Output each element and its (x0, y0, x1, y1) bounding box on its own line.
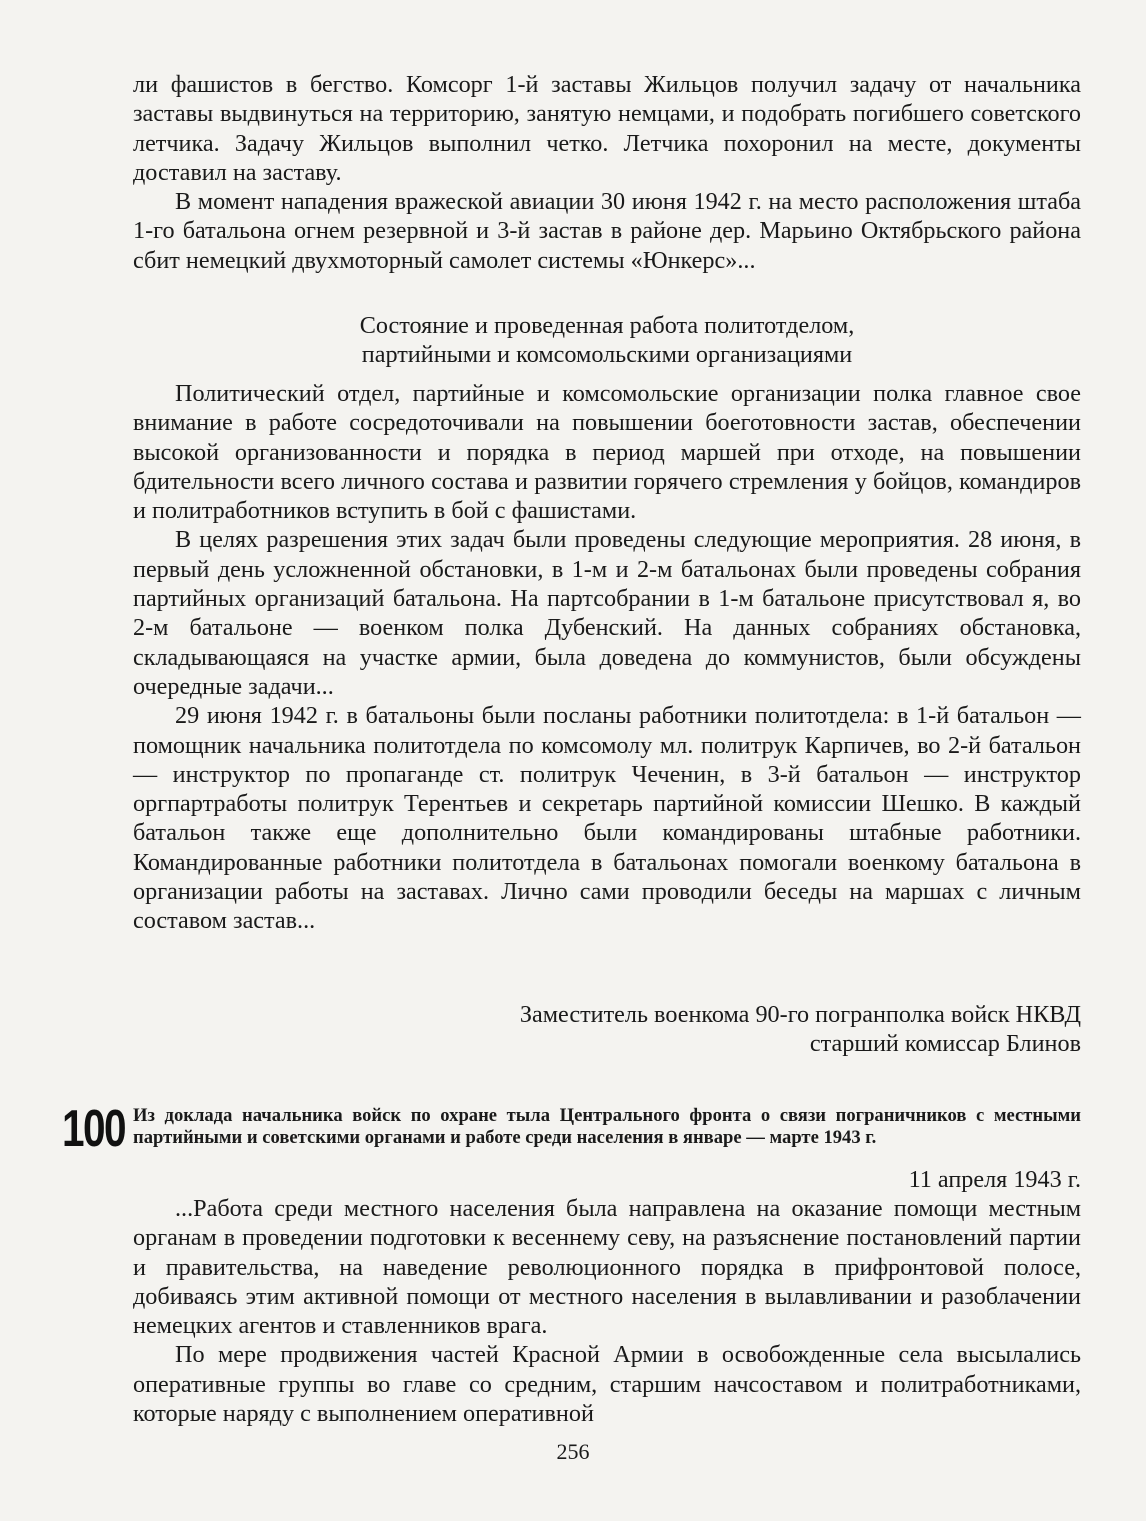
section-heading-line: Состояние и проведенная работа политотделом, (359, 312, 855, 339)
signature-line: старший комиссар Блинов (809, 1030, 1081, 1058)
paragraph: ...Работа среди местного населения была направлена на оказание помощи местным органам в проведении подготовки к весеннему севу, на разъяснение постановлений партии и правительства, на наведение революционного порядка в прифронтовой полосе, добиваясь этим активной помощи от местного населения в вылавливании и разоблачении немецких агентов и ставленников врага. (133, 1195, 1081, 1340)
section-heading (133, 311, 1081, 370)
page-number: 256 (556, 1439, 590, 1464)
section-heading-line: партийными и комсомольскими организациями (361, 341, 853, 369)
document-number: 100 (62, 1100, 125, 1158)
document-title: Из доклада начальника войск по охране тыла Центрального фронта о связи пограничников с местными партийными и советскими органами и работе среди населения в январе — марте 1943 г. (133, 1105, 1081, 1148)
paragraph: 29 июня 1942 г. в батальоны были посланы работники политотдела: в 1-й батальон — помощник начальника политотдела по комсомолу мл. политрук Карпичев, во 2-й батальон — инструктор по пропаганде ст. политрук Чеченин, в 3-й батальон — инструктор оргпартработы политрук Терентьев и секретарь партийной комиссии Шешко. В каждый батальон также еще дополнительно были командированы штабные работники. Командированные работники политотдела в батальонах помогали военкому батальона в организации работы на заставах. Лично сами проводили беседы на маршах с личным составом застав... (133, 702, 1081, 935)
text-block-bottom (133, 1194, 1081, 1428)
paragraph: По мере продвижения частей Красной Армии в освобожденные села высылались оперативные группы во главе со средним, старшим начсоставом и политработниками, которые наряду с выполнением оперативной (133, 1341, 1081, 1428)
paragraph: Политический отдел, партийные и комсомольские организации полка главное свое внимание в работе сосредоточивали на повышении боеготовности застав, обеспечении высокой организованности и порядка в период маршей при отходе, на повышении бдительности всего личного состава и развитии горячего стремления у бойцов, командиров и политработников вступить в бой с фашистами. (133, 380, 1081, 525)
text-block-middle (133, 379, 1081, 936)
paragraph: ли фашистов в бегство. Комсорг 1-й заставы Жильцов получил задачу от начальника заставы выдвинуться на территорию, занятую немцами, и подобрать погибшего советского летчика. Задачу Жильцов выполнил четко. Летчика похоронил на месте, документы доставил на заставу. (133, 71, 1081, 186)
text-block-top (133, 70, 1081, 275)
document-date: 11 апреля 1943 г. (908, 1166, 1081, 1193)
signature-block (133, 1000, 1081, 1059)
paragraph: В целях разрешения этих задач были проведены следующие мероприятия. 28 июня, в первый день усложненной обстановки, в 1-м и 2-м батальонах были проведены собрания партийных организаций батальона. На партсобрании в 1-м батальоне присутствовал я, во 2-м батальоне — военком полка Дубенский. На данных собраниях обстановка, складывающаяся на участке армии, была доведена до коммунистов, были обсуждены очередные задачи... (133, 526, 1081, 700)
signature-line: Заместитель военкома 90-го погранполка войск НКВД (519, 1001, 1081, 1028)
paragraph: В момент нападения вражеской авиации 30 июня 1942 г. на место расположения штаба 1-го батальона огнем резервной и 3-й застав в районе дер. Марьино Октябрьского района сбит немецкий двухмоторный самолет системы «Юнкерс»... (133, 188, 1081, 274)
